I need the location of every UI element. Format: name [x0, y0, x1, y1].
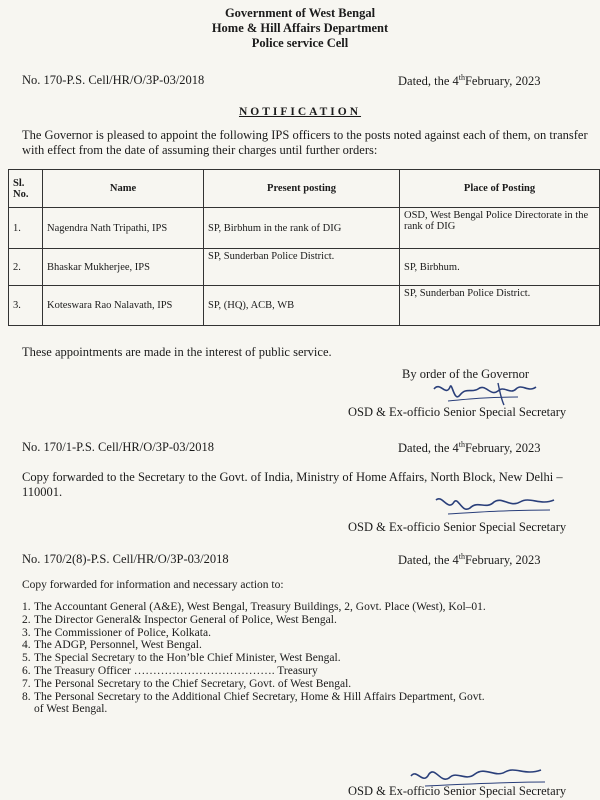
list-item: 7. The Personal Secretary to the Chief Secretary, Govt. of West Bengal.	[22, 677, 352, 690]
cell-name: Nagendra Nath Tripathi, IPS	[43, 208, 204, 249]
cell-header: Police service Cell	[251, 36, 349, 50]
recipient-list	[22, 601, 597, 716]
col-header-sl: Sl. No.	[9, 170, 43, 208]
col-header-present: Present posting	[204, 170, 400, 208]
list-item: 4. The ADGP, Personnel, West Bengal.	[22, 639, 202, 652]
memo-date: Dated, the 4thFebruary, 2023	[398, 73, 541, 88]
cell-present: SP, Birbhum in the rank of DIG	[204, 208, 400, 249]
memo3-copy: Copy forwarded for information and necessary action to:	[22, 579, 284, 591]
memo2-date: Dated, the 4thFebruary, 2023	[398, 440, 541, 455]
memo3-date: Dated, the 4thFebruary, 2023	[398, 552, 541, 567]
list-item: 3. The Commissioner of Police, Kolkata.	[22, 626, 211, 639]
list-item: 1. The Accountant General (A&E), West Bengal, Treasury Buildings, 2, Govt. Place (West), Kol–01.	[22, 601, 486, 613]
list-item: 8. The Personal Secretary to the Additional Chief Secretary, Home & Hill Affairs Department, Govt.	[22, 690, 485, 703]
signatory-title-1: OSD & Ex-officio Senior Special Secretary	[348, 405, 567, 419]
table-row	[9, 208, 600, 249]
cell-present: SP, Sunderban Police District.	[204, 249, 400, 286]
memo2-copy: Copy forwarded to the Secretary to the Govt. of India, Ministry of Home Affairs, North Block, New Delhi – 110001.	[22, 470, 563, 499]
memo3-number: No. 170/2(8)-P.S. Cell/HR/O/3P-03/2018	[22, 552, 229, 566]
order-of-governor: By order of the Governor	[402, 367, 530, 381]
list-item-continuation: of West Bengal.	[34, 703, 108, 716]
list-item: 2. The Director General& Inspector General of Police, West Bengal.	[22, 613, 337, 626]
table-header-row	[9, 170, 600, 208]
col-header-place: Place of Posting	[400, 170, 600, 208]
list-item: 6. The Treasury Officer ………………………………. Treasury	[22, 664, 318, 677]
cell-place: SP, Sunderban Police District.	[400, 286, 600, 326]
table-row	[9, 286, 600, 326]
cell-place: OSD, West Bengal Police Directorate in the rank of DIG	[400, 208, 600, 249]
posting-table	[8, 169, 600, 326]
notification-intro: The Governor is pleased to appoint the following IPS officers to the posts noted against each of them, on transfer with effect from the date of assuming their charges until further orders:	[22, 128, 588, 157]
department-header: Home & Hill Affairs Department	[211, 21, 389, 35]
signatory-title-3: OSD & Ex-officio Senior Special Secretary	[348, 784, 567, 798]
table-row	[9, 249, 600, 286]
memo-number: No. 170-P.S. Cell/HR/O/3P-03/2018	[22, 73, 205, 87]
cell-sl: 1.	[9, 208, 43, 249]
col-header-name: Name	[43, 170, 204, 208]
cell-name: Bhaskar Mukherjee, IPS	[43, 249, 204, 286]
notification-title: NOTIFICATION	[238, 106, 362, 118]
list-item: 5. The Special Secretary to the Hon’ble Chief Minister, West Bengal.	[22, 652, 341, 665]
cell-sl: 2.	[9, 249, 43, 286]
government-header: Government of West Bengal	[224, 6, 376, 20]
signature-1	[428, 375, 558, 409]
memo2-number: No. 170/1-P.S. Cell/HR/O/3P-03/2018	[22, 440, 215, 454]
interest-statement: These appointments are made in the interest of public service.	[22, 345, 332, 359]
cell-name: Koteswara Rao Nalavath, IPS	[43, 286, 204, 326]
signature-2	[430, 490, 570, 520]
signatory-title-2: OSD & Ex-officio Senior Special Secretary	[348, 520, 567, 534]
cell-sl: 3.	[9, 286, 43, 326]
cell-place: SP, Birbhum.	[400, 249, 600, 286]
cell-present: SP, (HQ), ACB, WB	[204, 286, 400, 326]
